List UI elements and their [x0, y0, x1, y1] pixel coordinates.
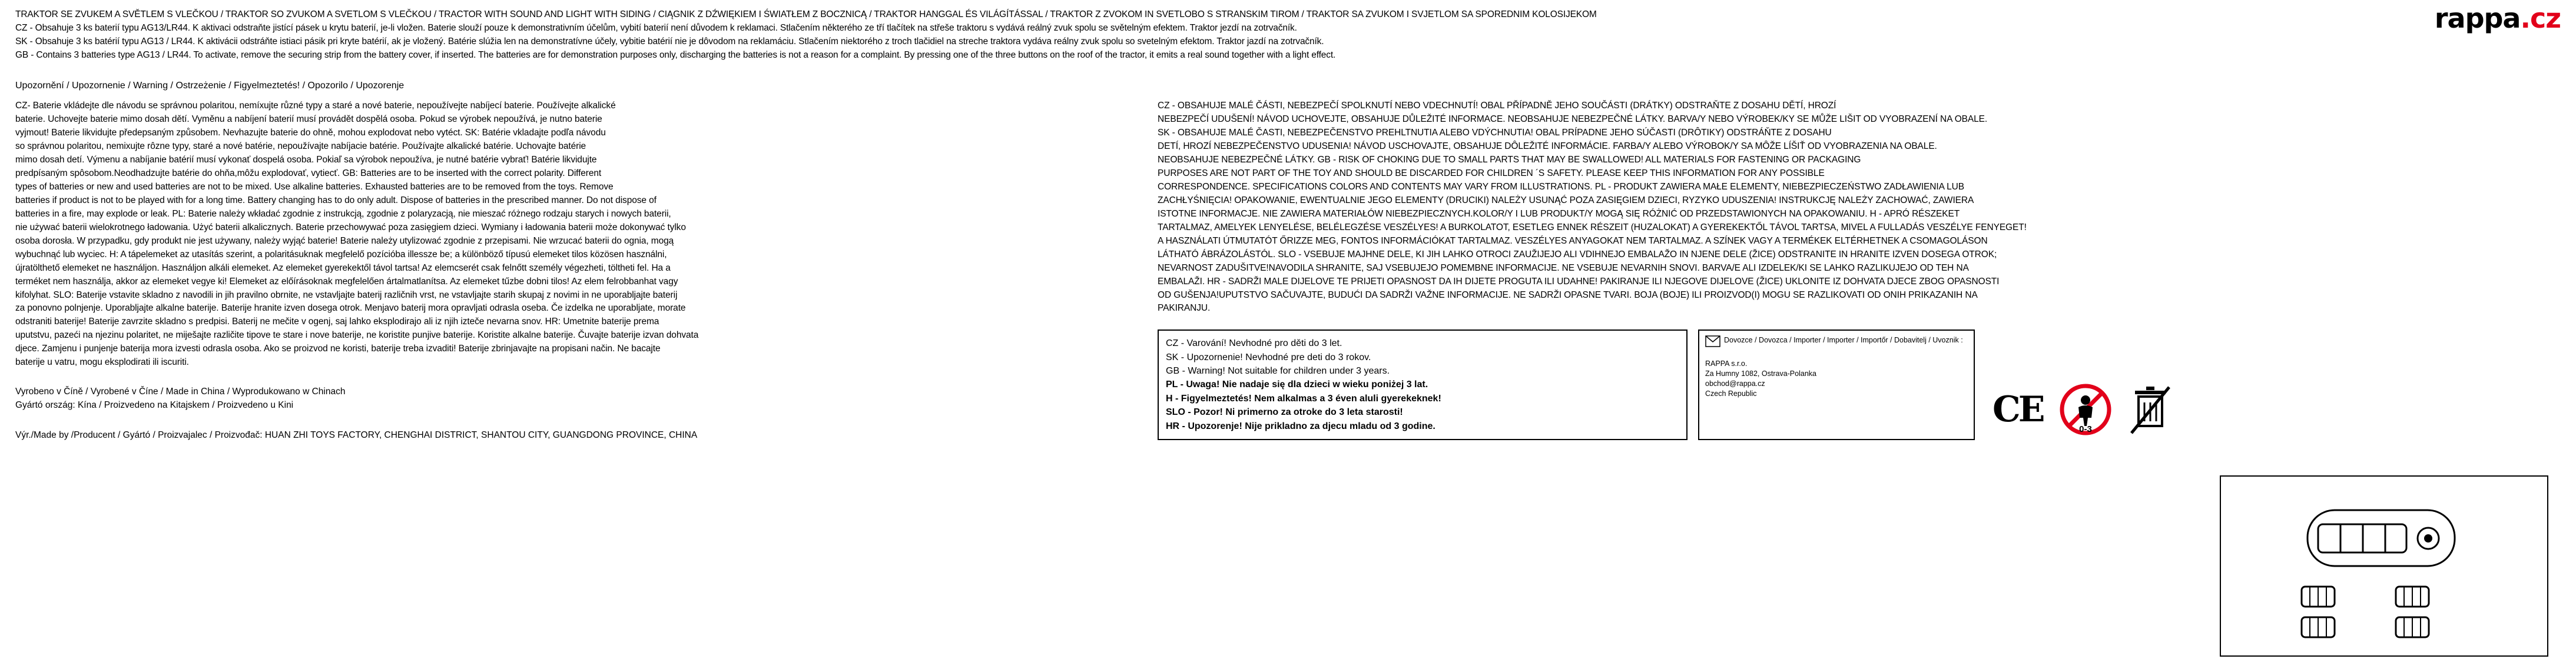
battery-line: baterije u vatru, mogu eksplodirati ili iscuriti. — [15, 357, 189, 368]
safety-line: PAKIRANJU. — [1158, 303, 1211, 314]
importer-address-line: Czech Republic — [1705, 390, 1757, 398]
label-boxes-row — [1158, 329, 2547, 440]
safety-warnings-column — [1158, 99, 2547, 440]
brand-logo — [2434, 2, 2561, 34]
importer-address-line: RAPPA s.r.o. — [1705, 360, 1748, 368]
battery-line: uputstvu, pazeći na njezinu polaritet, ne miješajte različite tipove te stare i nove baterije, ne koristite punjive baterije. Koristite alkalne baterije. Čuvajte baterije izvan dohvata — [15, 330, 699, 341]
safety-line: PURPOSES ARE NOT PART OF THE TOY AND SHOULD BE DISCARDED FOR CHILDREN ´S SAFETY. PLEASE KEEP THIS INFORMATION FOR ANY POSSIBLE — [1158, 168, 1825, 179]
battery-instructions-column — [15, 99, 1158, 440]
safety-line: EMBALAŽI. HR - SADRŽI MALE DIJELOVE TE PRIJETI OPASNOST DA IH DIJETE PROGUTA ILI UDAHNE! PAKIRANJE ILI NJEGOVE DIJELOVE (ŽICE) UKLONITE IZ DOHVATA DJECE ZBOG OPASNOSTI — [1158, 276, 2000, 287]
age-warning-line: GB - Warning! Not suitable for children under 3 years. — [1166, 366, 1390, 377]
importer-address-line: Za Humny 1082, Ostrava-Polanka — [1705, 370, 1816, 378]
safety-line: NEOBSAHUJE NEBEZPEČNÉ LÁTKY. GB - RISK OF CHOKING DUE TO SMALL PARTS THAT MAY BE SWALLOWED! ALL MATERIALS FOR FASTENING OR PACKAGING — [1158, 155, 1861, 165]
battery-line: za ponovno polnjenje. Uporabljajte alkalne baterije. Baterije hranite izven dosega otrok. Menjavo baterij mora opravljati odrasla oseba. Če izdelka ne uporabljate, morate — [15, 303, 686, 314]
age-warning-box — [1158, 329, 1688, 440]
safety-line: ISTOTNE INFORMACJE. NIE ZAWIERA MATERIAŁÓW NIEBEZPIECZNYCH.KOLOR/Y I LUB PRODUKT/Y MOGĄ SIĘ RÓŻNIĆ OD PRZEDSTAWIONYCH NA OPAKOWANIU. H - APRÓ RÉSZEKET — [1158, 208, 1960, 219]
importer-address — [1705, 359, 1968, 399]
ce-mark-icon: CE — [1992, 388, 2043, 430]
battery-line: predpísaným spôsobom.Neodhadzujte batérie do ohňa,môžu explodovať, vytiecť. GB: Batteries are to be inserted with the correct polarity. Different — [15, 168, 602, 179]
made-in-block — [15, 385, 1134, 412]
made-in-line: Gyártó ország: Kína / Proizvedeno na Kitajskem / Proizvedeno u Kini — [15, 400, 294, 411]
age-warning-line: CZ - Varování! Nevhodné pro děti do 3 let. — [1166, 338, 1342, 349]
battery-line: baterie. Uchovejte baterie mimo dosah dětí. Vyměnu a nabíjení baterií musí provádět dospělá osoba. Pokud se výrobek nepoužívá, je nutno baterie — [15, 114, 602, 125]
age-warning-line: SLO - Pozor! Ni primerno za otroke do 3 leta starosti! — [1166, 407, 1403, 418]
battery-line: nie używać baterii wielokrotnego ładowania. Użyć baterii alkalicznych. Baterie przechowywać poza zasięgiem dzieci. Wymiany i ładowania baterii może dokonywać tylko — [15, 222, 686, 232]
brand-tld: cz — [2529, 2, 2561, 34]
content-columns — [15, 99, 2561, 440]
battery-line: vyjmout! Baterie likvidujte předepsaným způsobem. Nevhazujte baterie do ohně, mohou explodovat nebo vytéct. SK: Batérie vkladajte podľa návodu — [15, 128, 606, 138]
importer-box — [1698, 329, 1975, 440]
producer-line: Výr./Made by /Producent / Gyártó / Proizvajalec / Proizvođač: HUAN ZHI TOYS FACTORY, CHENGHAI DISTRICT, SHANTOU CITY, GUANGDONG PROVINCE, CHINA — [15, 430, 698, 440]
product-title-line: TRAKTOR SE ZVUKEM A SVĚTLEM S VLEČKOU / TRAKTOR SO ZVUKOM A SVETLOM S VLEČKOU / TRACTOR WITH SOUND AND LIGHT WITH SIDING / CIĄGNIK Z DŹWIĘKIEM I ŚWIATŁEM Z BOCZNICĄ / TRAKTOR HANGGAL ÉS VILÁGÍTÁSSAL / TRAKTOR Z ZVOKOM IN SVETLOBO S STRANSKIM TIROM / TRAKTOR SA ZVUKOM I SVJETLOM SA SPOREDNIM KOLOSIJEKOM — [15, 9, 1597, 19]
age-restriction-icon — [2058, 382, 2113, 437]
safety-line: A HASZNÁLATI ÚTMUTATÓT ŐRIZZE MEG, FONTOS INFORMÁCIÓKAT TARTALMAZ. VESZÉLYES ANYAGOKAT NEM TARTALMAZ. A SZÍNEK VAGY A TERMÉKEK ELTÉRHETNEK A CSOMAGOLÁSON — [1158, 235, 1988, 246]
product-note-gb: GB - Contains 3 batteries type AG13 / LR44. To activate, remove the securing strip from the battery cover, if inserted. The batteries are for demonstration purposes only, discharging the batteries is not a reason for a complaint. By pressing one of the three buttons on the roof of the tractor, it emits a real sound together with a light effect. — [15, 50, 1336, 60]
envelope-icon — [1705, 335, 1720, 353]
product-title-block — [15, 8, 2241, 62]
svg-text:0-3: 0-3 — [2078, 424, 2092, 434]
age-warning-line: H - Figyelmeztetés! Nem alkalmas a 3 éven aluli gyerekeknek! — [1166, 393, 1441, 404]
battery-instructions-text — [15, 99, 1134, 370]
compliance-symbols — [1992, 382, 2174, 440]
safety-line: CORRESPONDENCE. SPECIFICATIONS COLORS AND CONTENTS MAY VARY FROM ILLUSTRATIONS. PL - PRODUKT ZAWIERA MAŁE ELEMENTY, NIEBEZPIECZEŃSTWO ZADŁAWIENIA LUB — [1158, 182, 1965, 192]
safety-line: ZACHŁYŚNIĘCIA! OPAKOWANIE, EWENTUALNIE JEGO ELEMENTY (DRUCIKI) NALEŻY USUNĄĆ POZA ZASIĘGIEM DZIECI, RYZYKO UDUSZENIA! INSTRUKCJĘ NALEŻY ZACHOWAĆ, ZAWIERA — [1158, 195, 1974, 205]
importer-header-row — [1705, 335, 1968, 353]
age-warning-line: PL - Uwaga! Nie nadaje się dla dzieci w wieku poniżej 3 lat. — [1166, 380, 1428, 390]
battery-line: újratölthető elemeket ne használjon. Használjon alkáli elemeket. Az elemeket gyerekektől távol tartsa! Az elemcserét csak felnőtt személy végezheti, töltheti fel. Ha a — [15, 262, 671, 273]
safety-line: LÁTHATÓ ÁBRÁZOLÁSTÓL. SLO - VSEBUJE MAJHNE DELE, KI JIH LAHKO OTROCI ZAUŽIJEJO ALI VDIHNEJO EMBALAŽO IN NJENE DELE (ŽICE) ODSTRANITE IN HRANITE IZVEN DOSEGA OTROK; — [1158, 249, 1997, 259]
weee-crossed-bin-icon — [2128, 382, 2174, 437]
product-note-cz: CZ - Obsahuje 3 ks baterií typu AG13/LR44. K aktivaci odstraňte jistící pásek u krytu baterií, je-li vložen. Baterie slouží pouze k demonstrativním účelům, vybití baterií není důvodem k reklamaci. Stlačením některého ze tří tlačítek na střeše traktoru s vydává reálný zvuk spolu se světelným efektem. Traktor jezdí na zotrvačník. — [15, 23, 1297, 33]
product-note-sk: SK - Obsahuje 3 ks batérií typu AG13 / LR44. K aktivácii odstráňte istiaci pásik pri kryte batérií, ak je vložený. Batérie slúžia len na demonstratívne účely, vybitie batérií nie je dôvodom na reklamáciu. Stlačením niektorého z troch tlačidiel na streche traktora vydáva reálny zvuk spolu so svetelným efektom. Traktor jazdí na zotrvačník. — [15, 36, 1324, 46]
safety-line: OD GUŠENJA!UPUTSTVO SAČUVAJTE, BUDUĆI DA SADRŽI VAŽNE INFORMACIJE. NE SADRŽI OPASNE TVARI. BOJA (BOJE) ILI PROIZVOD(I) MOGU SE RAZLIKOVATI OD ONIH PRIKAZANIH NA — [1158, 289, 1978, 300]
battery-line: mimo dosah detí. Výmenu a nabíjanie batérií musí vykonať dospelá osoba. Pokiaľ sa výrobok nepoužíva, je nutné batérie vybrať! Batérie likvidujte — [15, 155, 597, 165]
importer-address-line: obchod@rappa.cz — [1705, 380, 1765, 388]
age-warning-line: HR - Upozorenje! Nije prikladno za djecu mladu od 3 godine. — [1166, 421, 1435, 431]
warning-heading: Upozornění / Upozornenie / Warning / Ostrzeżenie / Figyelmeztetés! / Opozorilo / Upozorenje — [15, 81, 405, 91]
safety-line: CZ - OBSAHUJE MALÉ ČÁSTI, NEBEZPEČÍ SPOLKNUTÍ NEBO VDECHNUTÍ! OBAL PŘÍPADNĚ JEHO SOUČÁSTI (DRÁTKY) ODSTRAŇTE Z DOSAHU DĚTÍ, HROZÍ — [1158, 101, 1836, 111]
made-in-line: Vyrobeno v Číně / Vyrobené v Číne / Made in China / Wyprodukowano w Chinach — [15, 387, 346, 397]
battery-line: odstraniti baterije! Baterije zavrzite skladno s predpisi. Baterij ne mečite v ogenj, saj lahko eksplodirajo ali iz njih izteče nevarna snov. HR: Umetnite baterije prema — [15, 317, 659, 327]
battery-line: batteries if product is not to be played with for a long time. Battery changing has to do only adult. Dispose of batteries in the prescribed manner. Do not dispose of — [15, 195, 657, 205]
battery-line: batteries in a fire, may explode or leak. PL: Baterie należy wkładać zgodnie z instrukcją, zgodnie z polaryzacją, nie mieszać różnego rodzaju starych i nowych baterii, — [15, 208, 671, 219]
battery-line: CZ- Baterie vkládejte dle návodu se správnou polaritou, nemíxujte různé typy a staré a nové baterie, nepoužívejte nabíjecí baterie. Používejte alkalické — [15, 101, 616, 111]
safety-line: NEBEZPEČÍ UDUŠENÍ! NÁVOD UCHOVEJTE, OBSAHUJE DŮLEŽITÉ INFORMACE. NEOBSAHUJE NEBEZPEČNÉ LÁTKY. BARVA/Y NEBO VÝROBEK/KY SE MŮŽE LIŠIT OD VYOBRAZENÍ NA OBALE. — [1158, 114, 1988, 125]
remote-control-illustration — [2219, 475, 2549, 657]
importer-header-text: Dovozce / Dovozca / Importer / Importer / Importőr / Dobavitelj / Uvoznik : — [1724, 336, 1963, 345]
battery-line: kifolyhat. SLO: Baterije vstavite skladno z navodili in jih pravilno obrnite, ne vstavljajte baterij različnih vrst, ne vstavljajte starih skupaj z novimi in ne uporabljajte baterij — [15, 289, 678, 300]
safety-line: TARTALMAZ, AMELYEK LENYELÉSE, BELÉLEGZÉSE VESZÉLYES! A BURKOLATOT, ESETLEG ENNEK RÉSZEIT (HUZALOKAT) A GYEREKEKTŐL TÁVOL TARTSA, MIVEL A FULLADÁS VESZÉLYE FENYEGET! — [1158, 222, 2027, 232]
battery-line: djece. Zamjenu i punjenje baterija mora izvesti odrasla osoba. Ako se proizvod ne koristi, baterije treba izvaditi! Baterije zbrinjavajte na propisani način. Ne bacajte — [15, 344, 661, 354]
battery-line: types of batteries or new and used batteries are not to be mixed. Use alkaline batteries. Exhausted batteries are to be removed from the toys. Remove — [15, 182, 614, 192]
battery-line: wybuchnąć lub wyciec. H: A tápelemeket az utasítás szerint, a polaritásuknak megfelelő pozícióba illessze be; a különböző típusú elemeket tilos közösen használni, — [15, 249, 667, 259]
safety-line: DETÍ, HROZÍ NEBEZPEČENSTVO UDUSENIA! NÁVOD USCHOVAJTE, OBSAHUJE DÔLEŽITÉ INFORMÁCIE. FARBA/Y ALEBO VÝROBOK/Y SA MÔŽE LÍŠIŤ OD VYOBRAZENIA NA OBALE. — [1158, 141, 1937, 152]
safety-warnings-text — [1158, 99, 2547, 315]
battery-line: so správnou polaritou, nemixujte rôzne typy, staré a nové batérie, nepoužívajte nabíjacie batérie. Používajte alkalické batérie. Uchovajte batérie — [15, 141, 586, 152]
safety-line: SK - OBSAHUJE MALÉ ČASTI, NEBEZPEČENSTVO PREHLTNUTIA ALEBO VDÝCHNUTIA! OBAL PRÍPADNE JEHO SÚČASTI (DRÔTIKY) ODSTRÁŇTE Z DOSAHU — [1158, 128, 1832, 138]
battery-line: osoba dorosła. W przypadku, gdy produkt nie jest używany, należy wyjąć baterie! Baterie należy utylizować zgodnie z przepisami. Nie wrzucać baterii do ognia, mogą — [15, 235, 674, 246]
brand-name: rappa — [2434, 2, 2521, 34]
battery-line: terméket nem használja, akkor az elemeket vegye ki! Elemeket az előírásoknak megfelelően ártalmatlanítsa. Az elemeket tűzbe dobni tilos! Az elem felrobbanhat vagy — [15, 276, 678, 287]
age-warning-line: SK - Upozornenie! Nevhodné pre deti do 3 rokov. — [1166, 352, 1371, 362]
safety-line: NEVARNOST ZADUŠITVE!NAVODILA SHRANITE, SAJ VSEBUJEJO POMEMBNE INFORMACIJE. NE VSEBUJE NEVARNIH SNOVI. BARVA/E ALI IZDELEK/KI SE LAHKO RAZLIKUJEJO OD TEH NA — [1158, 262, 1969, 273]
brand-dot: . — [2520, 2, 2530, 34]
